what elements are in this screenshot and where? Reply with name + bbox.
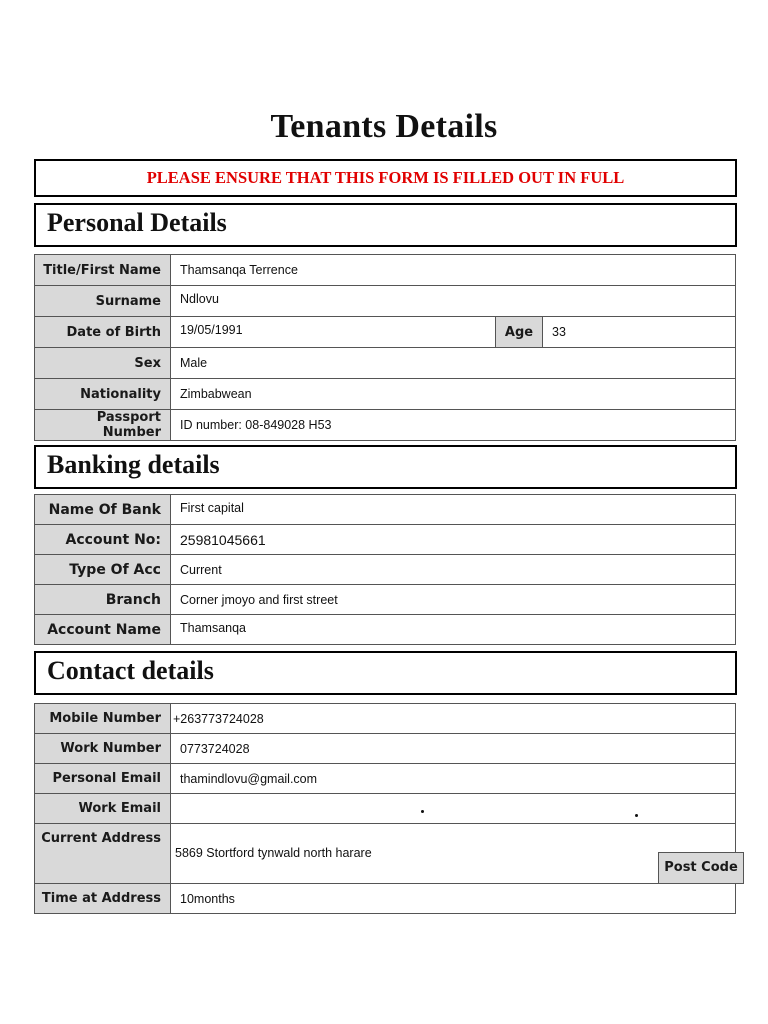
table-row xyxy=(35,734,736,764)
field-label: Name Of Bank xyxy=(35,495,171,525)
table-row xyxy=(35,704,736,734)
bank-name-field[interactable]: First capital xyxy=(171,495,736,525)
table-row xyxy=(35,286,736,317)
sex-field[interactable]: Male xyxy=(171,348,736,379)
personal-details-table xyxy=(34,254,736,441)
contact-details-table xyxy=(34,703,736,914)
table-row xyxy=(35,379,736,410)
dot-mark xyxy=(635,814,638,817)
title-first-name-field[interactable]: Thamsanqa Terrence xyxy=(171,255,736,286)
account-number-field[interactable]: 25981045661 xyxy=(171,525,736,555)
table-row xyxy=(35,764,736,794)
table-row xyxy=(35,495,736,525)
field-label: Passport Number xyxy=(35,410,171,441)
field-label: Title/First Name xyxy=(35,255,171,286)
mobile-number-field[interactable]: +263773724028 xyxy=(171,704,736,734)
banking-details-table xyxy=(34,494,736,645)
field-label: Account No: xyxy=(35,525,171,555)
age-field[interactable]: 33 xyxy=(543,317,736,348)
table-row xyxy=(35,585,736,615)
work-number-field[interactable]: 0773724028 xyxy=(171,734,736,764)
date-of-birth-field[interactable]: 19/05/1991 xyxy=(171,317,496,348)
table-row xyxy=(35,884,736,914)
field-label: Work Number xyxy=(35,734,171,764)
field-label: Personal Email xyxy=(35,764,171,794)
address-text: 5869 Stortford tynwald north harare xyxy=(175,846,372,860)
field-label: Account Name xyxy=(35,615,171,645)
field-label: Surname xyxy=(35,286,171,317)
table-row xyxy=(35,555,736,585)
branch-field[interactable]: Corner jmoyo and first street xyxy=(171,585,736,615)
field-label: Current Address xyxy=(35,824,171,884)
field-label: Type Of Acc xyxy=(35,555,171,585)
table-row xyxy=(35,410,736,441)
section-heading: Personal Details xyxy=(47,208,227,237)
table-row xyxy=(35,317,736,348)
banking-details-header xyxy=(34,445,737,489)
current-address-field[interactable] xyxy=(171,824,736,884)
field-label: Date of Birth xyxy=(35,317,171,348)
table-row xyxy=(35,824,736,884)
field-label: Work Email xyxy=(35,794,171,824)
field-label: Sex xyxy=(35,348,171,379)
time-at-address-field[interactable]: 10months xyxy=(171,884,736,914)
field-label: Branch xyxy=(35,585,171,615)
account-type-field[interactable]: Current xyxy=(171,555,736,585)
notice-box xyxy=(34,159,737,197)
notice-text: PLEASE ENSURE THAT THIS FORM IS FILLED OUT IN FULL xyxy=(146,168,625,187)
passport-number-field[interactable]: ID number: 08-849028 H53 xyxy=(171,410,736,441)
post-code-label: Post Code xyxy=(658,852,744,884)
form-title: Tenants Details xyxy=(270,108,498,145)
personal-email-field[interactable]: thamindlovu@gmail.com xyxy=(171,764,736,794)
field-label: Mobile Number xyxy=(35,704,171,734)
field-label: Nationality xyxy=(35,379,171,410)
table-row xyxy=(35,794,736,824)
section-heading: Banking details xyxy=(47,450,220,479)
personal-details-header xyxy=(34,203,737,247)
table-row xyxy=(35,348,736,379)
table-row xyxy=(35,615,736,645)
section-heading: Contact details xyxy=(47,656,214,685)
table-row xyxy=(35,525,736,555)
contact-details-header xyxy=(34,651,737,695)
field-label: Time at Address xyxy=(35,884,171,914)
field-label: Age xyxy=(496,317,543,348)
surname-field[interactable]: Ndlovu xyxy=(171,286,736,317)
dot-mark xyxy=(421,810,424,813)
work-email-field[interactable] xyxy=(171,794,736,824)
table-row xyxy=(35,255,736,286)
account-name-field[interactable]: Thamsanqa xyxy=(171,615,736,645)
nationality-field[interactable]: Zimbabwean xyxy=(171,379,736,410)
